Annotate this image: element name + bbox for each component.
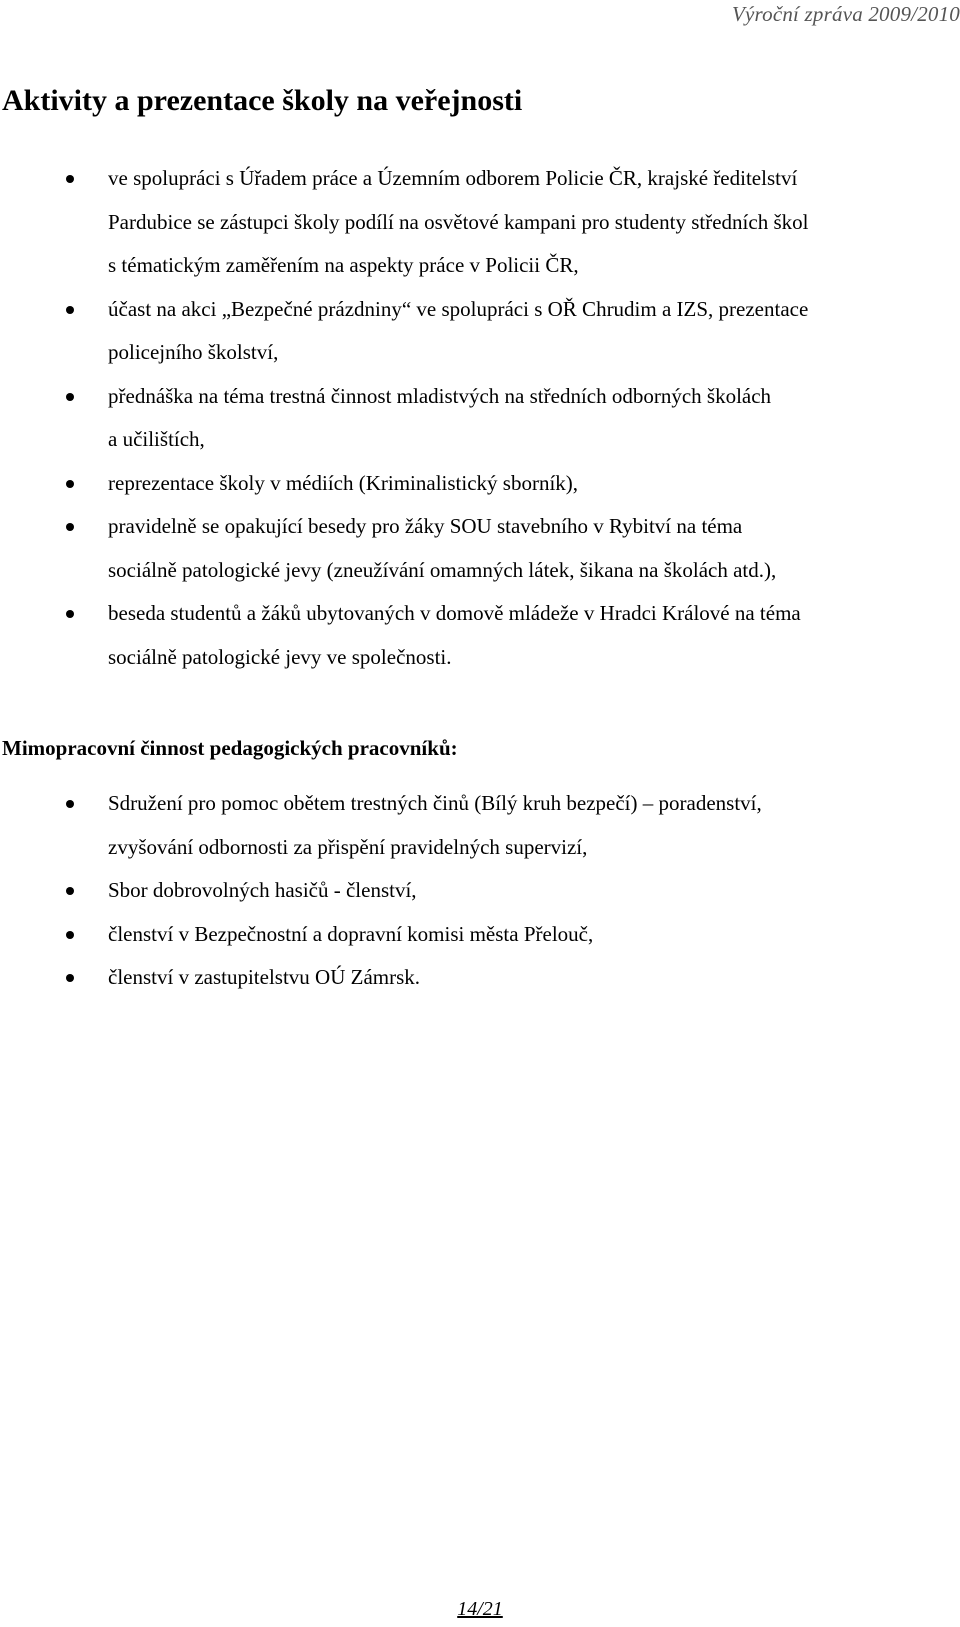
extracurricular-list — [0, 782, 960, 1000]
list-item-line: pravidelně se opakující besedy pro žáky SOU stavebního v Rybitví na téma — [108, 514, 743, 538]
bullet-icon — [66, 610, 74, 618]
bullet-icon — [66, 306, 74, 314]
list-item — [0, 288, 960, 375]
list-item-line: sociálně patologické jevy ve společnosti. — [108, 644, 452, 669]
list-item-line: s tématickým zaměřením na aspekty práce v Policii ČR, — [108, 253, 579, 277]
bullet-icon — [66, 393, 74, 401]
bullet-icon — [66, 887, 74, 895]
list-item — [0, 913, 960, 957]
page-number: 14/21 — [457, 1598, 503, 1620]
list-item — [0, 782, 960, 869]
section-heading-extracurricular: Mimopracovní činnost pedagogických pracovníků: — [2, 736, 458, 760]
list-item-line: Sdružení pro pomoc obětem trestných činů (Bílý kruh bezpečí) – poradenství, — [108, 791, 762, 815]
list-item-line: sociálně patologické jevy (zneužívání omamných látek, šikana na školách atd.), — [108, 557, 777, 582]
list-item — [0, 592, 960, 679]
list-item-line: Sbor dobrovolných hasičů - členství, — [108, 878, 417, 902]
list-item-line: ve spolupráci s Úřadem práce a Územním odborem Policie ČR, krajské ředitelství — [108, 166, 798, 190]
list-item-line: přednáška na téma trestná činnost mladistvých na středních odborných školách — [108, 383, 772, 408]
list-item-line: beseda studentů a žáků ubytovaných v domově mládeže v Hradci Králové na téma — [108, 601, 801, 625]
list-item-line: a učilištích, — [108, 427, 205, 451]
list-item-line: Pardubice se zástupci školy podílí na osvětové kampani pro studenty středních škol — [108, 209, 809, 234]
list-item-line: policejního školství, — [108, 340, 279, 364]
list-item — [0, 462, 960, 506]
bullet-icon — [66, 523, 74, 531]
list-item — [0, 505, 960, 592]
bullet-icon — [66, 800, 74, 808]
bullet-icon — [66, 480, 74, 488]
list-item — [0, 956, 960, 1000]
bullet-icon — [66, 175, 74, 183]
public-activities-list — [0, 157, 960, 679]
bullet-icon — [66, 974, 74, 982]
list-item — [0, 157, 960, 288]
list-item-line: členství v Bezpečnostní a dopravní komisi města Přelouč, — [108, 921, 594, 946]
section-heading-public-activities: Aktivity a prezentace školy na veřejnosti — [2, 84, 523, 117]
bullet-icon — [66, 931, 74, 939]
list-item — [0, 869, 960, 913]
list-item — [0, 375, 960, 462]
list-item-line: reprezentace školy v médiích (Kriminalistický sborník), — [108, 470, 579, 495]
list-item-line: účast na akci „Bezpečné prázdniny“ ve spolupráci s OŘ Chrudim a IZS, prezentace — [108, 296, 809, 321]
list-item-line: zvyšování odbornosti za přispění pravidelných supervizí, — [108, 834, 588, 859]
report-header-title: Výroční zpráva 2009/2010 — [732, 2, 960, 26]
list-item-line: členství v zastupitelstvu OÚ Zámrsk. — [108, 965, 421, 989]
